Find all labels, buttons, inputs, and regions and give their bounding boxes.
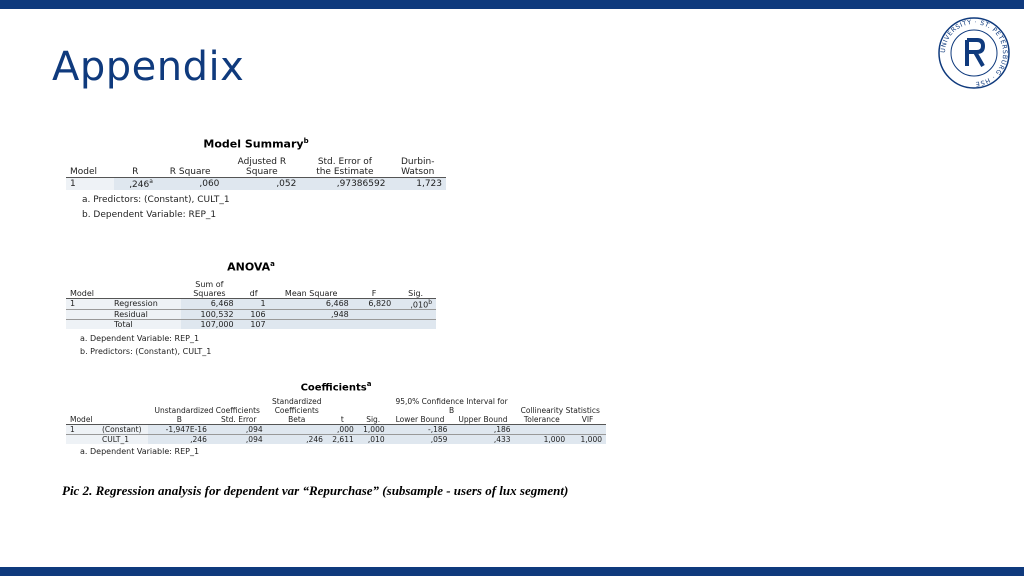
table-row: Residual 100,532 106 ,948	[66, 310, 436, 320]
slide-title: Appendix	[52, 44, 245, 90]
table-row: CULT_1 ,246 ,094 ,246 2,611 ,010 ,059 ,433 1,000 1,000	[66, 435, 606, 445]
coefficients-footnotes: a. Dependent Variable: REP_1	[80, 447, 200, 457]
bottom-accent-bar	[0, 567, 1024, 576]
hse-logo	[937, 16, 1011, 90]
table-row: 1 Regression 6,468 1 6,468 6,820 ,010$^b$	[66, 298, 436, 310]
anova-block	[66, 260, 436, 358]
model-summary-caption: Model Summary$^b$	[203, 137, 309, 151]
coefficients-block	[66, 380, 606, 458]
model-summary-table: Adjusted R Std. Error of Durbin- Model R R Square Square the Estimate Watson 1 ,246$^a$ ,060 ,052 ,97386592 1,723	[66, 157, 446, 190]
table-row: Total 107,000 107	[66, 320, 436, 330]
anova-footnotes: a. Dependent Variable: REP_1 b. Predictors: (Constant), CULT_1	[80, 334, 212, 357]
table-row: 1 ,246$^a$ ,060 ,052 ,97386592 1,723	[66, 177, 446, 190]
model-summary-block	[66, 137, 446, 223]
top-accent-bar	[0, 0, 1024, 9]
anova-caption: ANOVA$^a$	[227, 260, 275, 274]
logo-ring-text: UNIVERSITY · ST. PETERSBURG · HSE	[939, 18, 1009, 88]
table-row: 1 (Constant) -1,947E-16 ,094 ,000 1,000 -,186 ,186	[66, 425, 606, 435]
coefficients-table: Unstandardized Coefficients Standardized Coefficients 95,0% Confidence Interval for B Collinearity Statistics Model B Std. Error Beta t Sig. Lower Bound Upper Bound Tolerance VIF 1 (Constant) -1,947E-16 ,094 ,000 1,000 -,186 ,186 CULT_1 ,246 ,094 ,246 2,611 ,010 ,059 ,433 1,000 1,000	[66, 397, 606, 444]
model-summary-footnotes: a. Predictors: (Constant), CULT_1 b. Dependent Variable: REP_1	[82, 194, 230, 220]
coefficients-caption: Coefficients$^a$	[300, 380, 372, 394]
picture-caption: Pic 2. Regression analysis for dependent var “Repurchase” (subsample - users of lux segment)	[62, 483, 569, 498]
anova-table: Sum of Model Squares df Mean Square F Sig. 1 Regression 6,468 1 6,468 6,820 ,010$^b$ Residual 100,532 106 ,948 Total 107,000 107	[66, 280, 436, 330]
